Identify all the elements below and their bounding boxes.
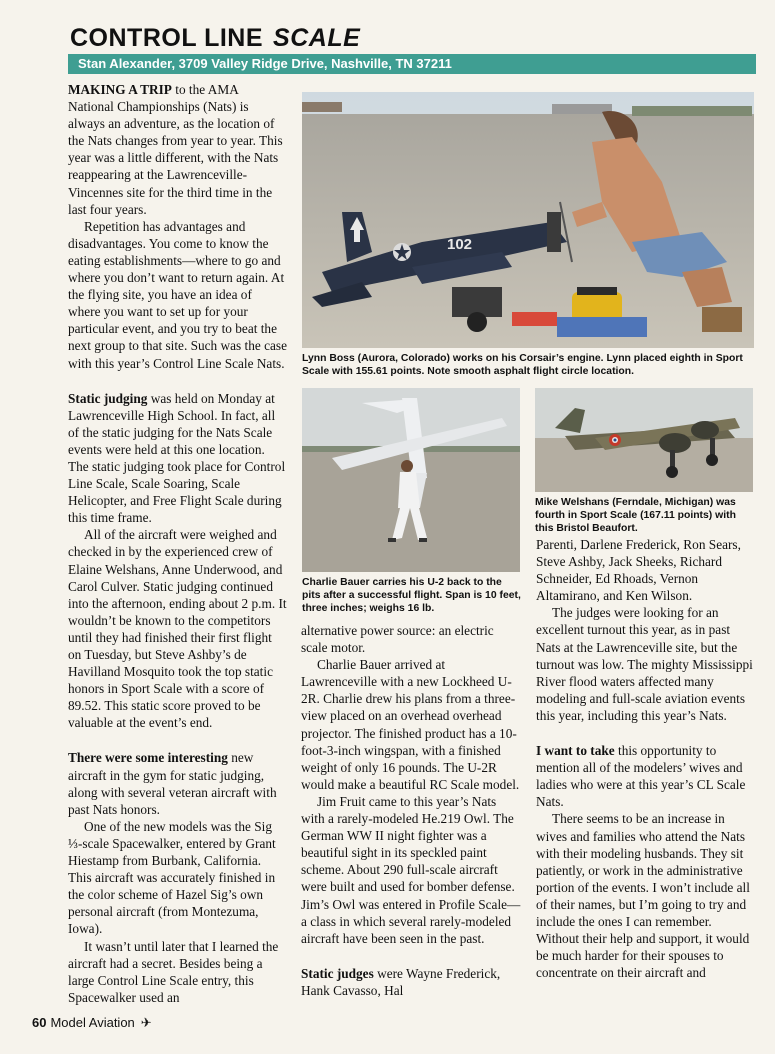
- beaufort-caption: Mike Welshans (Ferndale, Michigan) was fourth in Sport Scale (167.11 points) with this Bristol Beaufort.: [535, 497, 736, 534]
- paragraph: There seems to be an increase in wives and families who attend the Nats with their modeling husbands. They sit patiently, or work in the administrative portion of the events. I won’t include all of their names, but I’m going to try and include the ones I can remember. Without their help and support, it would be much harder for their spouses to concentrate on their aircraft and: [536, 811, 750, 981]
- beaufort-photo: [535, 388, 753, 492]
- paragraph: [68, 390, 287, 527]
- page-title: [70, 24, 360, 53]
- paragraph-text: new aircraft in the gym for static judging, along with several veteran aircraft with past Nats honors.: [68, 750, 277, 817]
- paragraph: [68, 81, 287, 218]
- lead-in: Static judges: [301, 965, 374, 981]
- page-number: 60: [32, 1015, 47, 1030]
- paragraph: The judges were looking for an excellent turnout this year, as in past Nats at the Lawrenceville site, but the turnout was low. The mighty Mississippi River flood waters affected many modeling and full-scale aviation events this year, including this year’s Nats.: [536, 605, 753, 723]
- paragraph: Repetition has advantages and disadvantages. You come to know the eating establishments—where to go and where you don’t want to return again. At the flying site, you have an idea of where you want to set up for your particular event, and you try to beat the next group to that site. Such was the case with this year’s Control Line Scale Nats.: [68, 218, 287, 371]
- airplane-icon: ✈: [140, 1015, 152, 1030]
- paragraph: One of the new models was the Sig ⅓-scale Spacewalker, entered by Grant Hiestamp from Burbank, California. This aircraft was accurately finished in the color scheme of Hazel Sig’s own personal aircraft (from Montezuma, Iowa).: [68, 818, 276, 937]
- author-byline: Stan Alexander, 3709 Valley Ridge Drive, Nashville, TN 37211: [68, 54, 756, 74]
- paragraph: All of the aircraft were weighed and checked in by the experienced crew of Elaine Welshans, Anne Underwood, and Carol Culver. Static judging continued into the afternoon, ending about 2 p.m. It wouldn’t be known to the competitors until they had finished their first flight on Tuesday, but Steve Ashby’s de Havilland Mosquito took the top static honors in Sport Scale with a score of 89.52. This static score proved to be valuable at the event’s end.: [68, 527, 287, 731]
- lead-in: Static judging: [68, 390, 148, 406]
- paragraph-text: to the AMA National Championships (Nats) is always an adventure, as the location of the Nats changes from year to year. This year was a little different, with the Nats reappearing at the Lawrenceville-Vincennes site for the third time in the last four years.: [68, 82, 283, 217]
- corsair-caption: Lynn Boss (Aurora, Colorado) works on his Corsair’s engine. Lynn placed eighth in Sport Scale with 155.61 points. Note smooth asphalt flight circle location.: [302, 353, 743, 377]
- paragraph: [301, 965, 521, 999]
- paragraph: [536, 742, 756, 810]
- magazine-name: Model Aviation: [50, 1015, 135, 1030]
- paragraph: Jim Fruit came to this year’s Nats with a rarely-modeled He.219 Owl. The German WW II night fighter was a beautiful sight in its speckled paint scheme. About 290 full-scale aircraft were built and used for bomber defense. Jim’s Owl was entered in Profile Scale—a class in which several rarely-modeled aircraft have been seen in the past.: [301, 793, 521, 946]
- corsair-photo: [302, 92, 754, 348]
- lead-in: I want to take: [536, 743, 615, 759]
- text-column-2: [301, 622, 521, 999]
- paragraph: Parenti, Darlene Frederick, Ron Sears, Steve Ashby, Jack Sheeks, Richard Schneider, Ed Rhoads, Vernon Altamirano, and Ken Wilson.: [536, 537, 741, 604]
- corsair-photo-art: [302, 92, 754, 348]
- paragraph: alternative power source: an electric scale motor.: [301, 623, 494, 656]
- paragraph: It wasn’t until later that I learned the aircraft had a secret. Besides being a large Control Line Scale entry, this Spacewalker used an: [68, 938, 279, 1005]
- lead-in: There were some interesting: [68, 750, 228, 766]
- paragraph-gap: [68, 731, 287, 749]
- beaufort-photo-art: [535, 388, 753, 492]
- u2-caption: Charlie Bauer carries his U-2 back to the pits after a successful flight. Span is 10 feet, three inches; weighs 16 lb.: [302, 577, 521, 614]
- paragraph-gap: [301, 947, 521, 965]
- title-italic: SCALE: [273, 24, 361, 52]
- u2-photo-art: [302, 388, 520, 572]
- u2-photo: [302, 388, 520, 572]
- page-footer: [32, 1015, 152, 1031]
- corsair-number: 102: [447, 236, 473, 253]
- paragraph: [68, 749, 287, 817]
- paragraph: Charlie Bauer arrived at Lawrenceville with a new Lockheed U-2R. Charlie drew his plans from a three-view placed on an overhead overhead projector. The finished product has a 10-foot-3-inch wingspan, with a finished weight of only 16 pounds. The U-2R would make a beautiful RC Scale model.: [301, 657, 520, 792]
- title-main: CONTROL LINE: [70, 24, 264, 52]
- text-column-1: [68, 81, 287, 1006]
- paragraph-text: were Wayne Frederick, Hank Cavasso, Hal: [301, 965, 501, 998]
- paragraph-text: was held on Monday at Lawrenceville High School. In fact, all of the static judging for the Nats Scale events were held at this one location. The static judging took place for Control Line Scale, Scale Soaring, Scale Helicopter, and Free Flight Scale during this time frame.: [68, 390, 286, 526]
- paragraph-gap: [68, 372, 287, 390]
- text-column-3: [536, 536, 756, 981]
- paragraph-text: this opportunity to mention all of the modelers’ wives and ladies who were at this year’s CL Scale Nats.: [536, 743, 746, 810]
- lead-in: MAKING A TRIP: [68, 82, 172, 97]
- paragraph-gap: [536, 724, 756, 742]
